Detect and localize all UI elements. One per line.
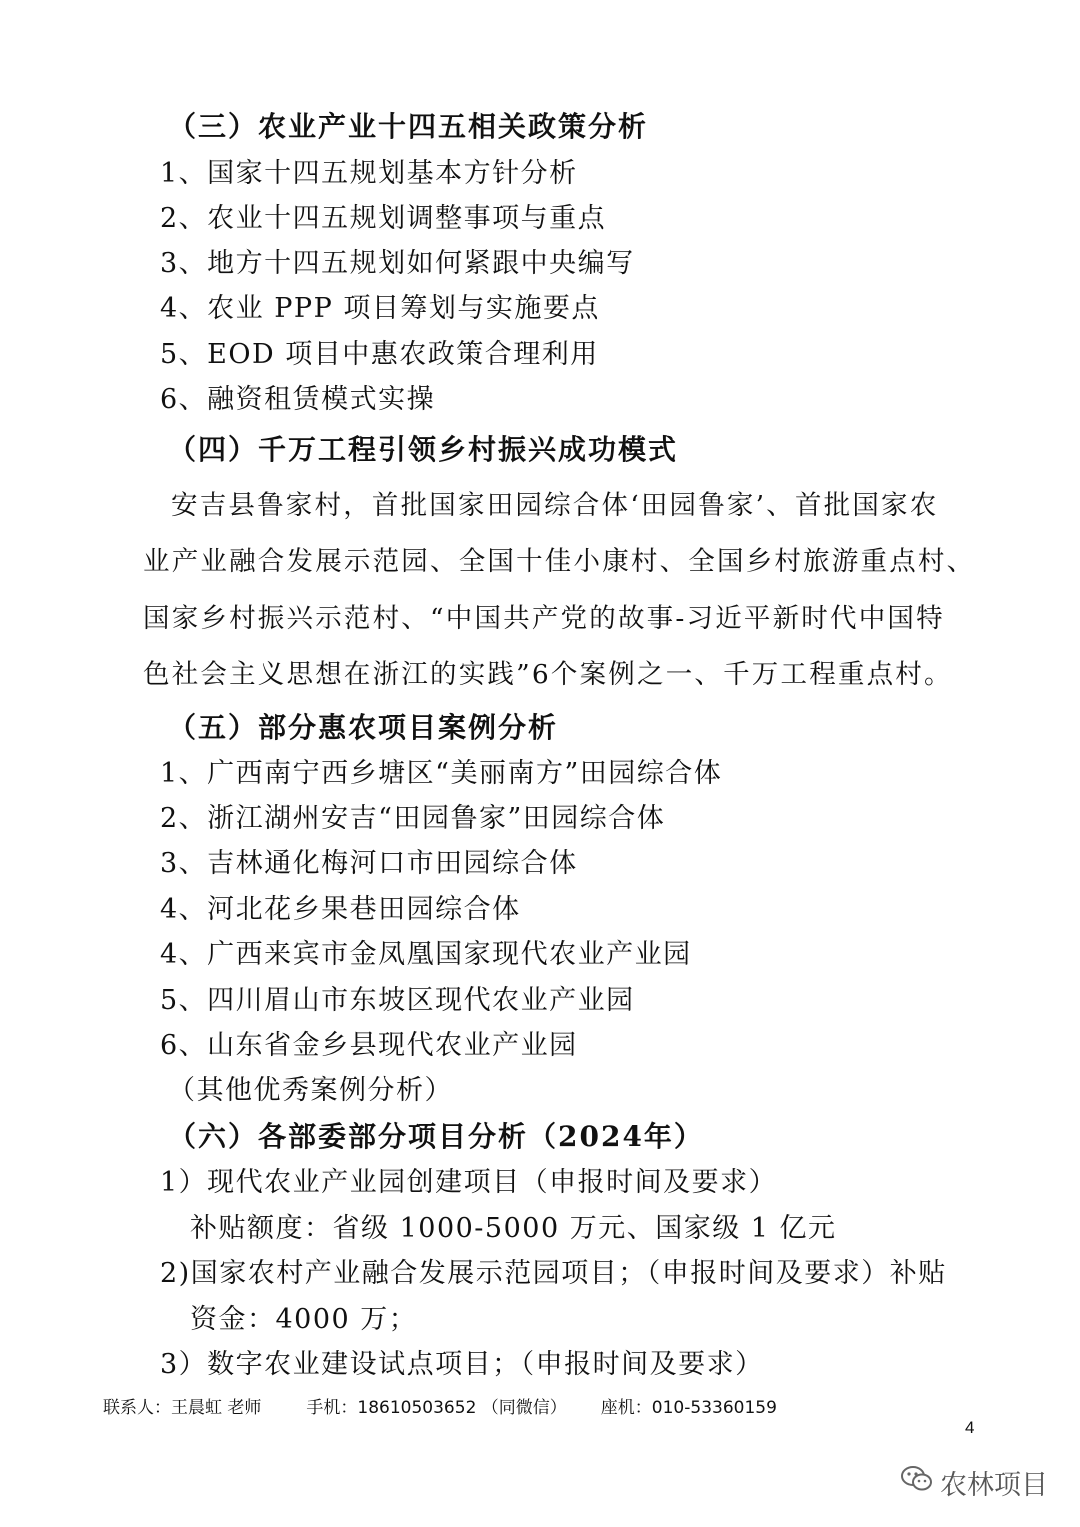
list-item: 4、广西来宾市金凤凰国家现代农业产业园 (160, 939, 692, 970)
list-item: 3、吉林通化梅河口市田园综合体 (160, 848, 578, 879)
project-line: 1）现代农业产业园创建项目（申报时间及要求） (160, 1167, 778, 1198)
list-item: 4、农业 PPP 项目筹划与实施要点 (160, 293, 600, 324)
project-line: 3）数字农业建设试点项目；（申报时间及要求） (160, 1349, 764, 1380)
note-text: （其他优秀案例分析） (168, 1075, 453, 1106)
list-item: 1、广西南宁西乡塘区“美丽南方”田园综合体 (160, 758, 723, 789)
wechat-icon (900, 1465, 940, 1500)
paragraph-line: 国家乡村振兴示范村、“中国共产党的故事-习近平新时代中国特 (143, 603, 945, 634)
project-line: 2)国家农村产业融合发展示范园项目；（申报时间及要求）补贴 (160, 1258, 947, 1289)
footer-contact: 联系人：王晨虹 老师 (103, 1398, 262, 1418)
watermark-text: 农林项目 (940, 1470, 1048, 1501)
footer-phone: 座机：010-53360159 (600, 1398, 777, 1418)
section-5-heading: （五）部分惠农项目案例分析 (168, 711, 559, 744)
list-item: 2、浙江湖州安吉“田园鲁家”田园综合体 (160, 803, 666, 834)
section-3-heading: （三）农业产业十四五相关政策分析 (168, 110, 649, 143)
list-item: 4、河北花乡果巷田园综合体 (160, 894, 521, 925)
list-item: 5、四川眉山市东坡区现代农业产业园 (160, 985, 635, 1016)
section-6-heading: （六）各部委部分项目分析（2024年） (168, 1120, 704, 1153)
list-item: 5、EOD 项目中惠农政策合理利用 (160, 339, 599, 370)
list-item: 2、农业十四五规划调整事项与重点 (160, 203, 607, 234)
list-item: 6、山东省金乡县现代农业产业园 (160, 1030, 578, 1061)
footer-mobile: 手机：18610503652 （同微信） (306, 1398, 567, 1418)
paragraph-line: 色社会主义思想在浙江的实践”6个案例之一、千万工程重点村。 (143, 659, 953, 690)
paragraph-line: 安吉县鲁家村，首批国家田园综合体‘田园鲁家’、首批国家农 (171, 490, 939, 521)
list-item: 3、地方十四五规划如何紧跟中央编写 (160, 248, 635, 279)
paragraph-line: 业产业融合发展示范园、全国十佳小康村、全国乡村旅游重点村、 (143, 546, 976, 577)
section-4-heading: （四）千万工程引领乡村振兴成功模式 (168, 433, 679, 466)
page-number: 4 (965, 1418, 975, 1437)
footer (103, 1393, 777, 1418)
list-item: 6、融资租赁模式实操 (160, 384, 436, 415)
project-line: 补贴额度：省级 1000-5000 万元、国家级 1 亿元 (190, 1213, 837, 1244)
list-item: 1、国家十四五规划基本方针分析 (160, 158, 578, 189)
project-line: 资金：4000 万； (190, 1304, 418, 1335)
watermark (900, 1463, 1048, 1502)
